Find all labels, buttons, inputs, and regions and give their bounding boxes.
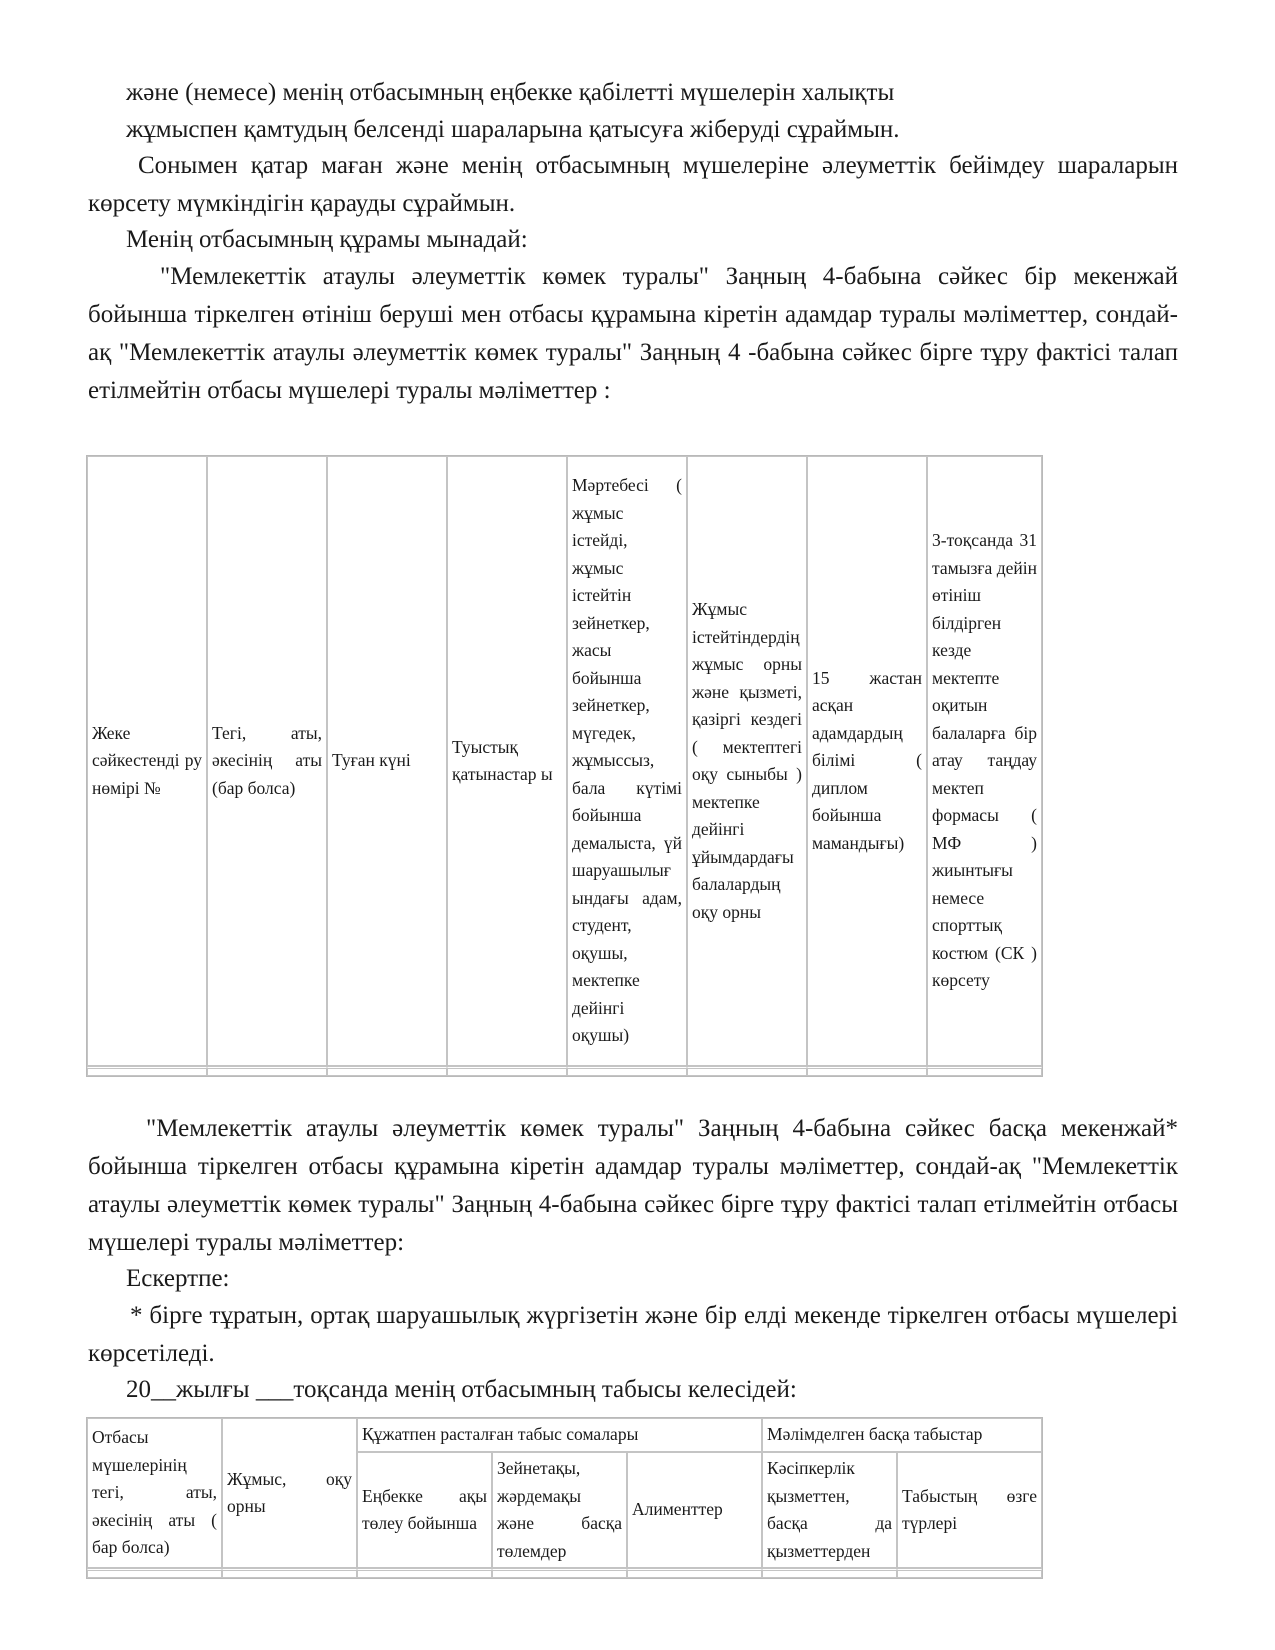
paragraph-family-composition: Менің отбасымның құрамы мынадай: [126,226,528,253]
income-table-empty-row [87,1568,1042,1578]
header-business-income: Кәсіпкерлік қызметтен, басқа да қызметтерден [762,1452,897,1568]
table-cell [357,1568,492,1578]
table-cell [327,1066,447,1076]
header-declared-income: Мәлімделген басқа табыстар [762,1418,1042,1452]
income-intro: 20__жылғы ___тоқсанда менің отбасымның табысы келесідей: [126,1376,797,1403]
header-iin: Жеке сәйкестенді ру нөмірі № [87,456,207,1066]
header-workplace: Жұмыс істейтіндердің жұмыс орны және қызметі, қазіргі кездегі ( мектептегі оқу сыныбы ) мектепке дейінгі ұйымдардағы балалардың оқу орны [687,456,807,1066]
table-cell [207,1066,327,1076]
table-cell [927,1066,1042,1076]
table-cell [492,1568,627,1578]
table-cell [87,1066,207,1076]
table-cell [447,1066,567,1076]
header-work-study-place: Жұмыс, оқу орны [222,1418,357,1568]
header-member-name: Отбасы мүшелерінің тегі, аты, әкесінің аты ( бар болса) [87,1418,222,1568]
header-wages: Еңбекке ақы төлеу бойынша [357,1452,492,1568]
table-cell [897,1568,1042,1578]
header-relationship: Туыстық қатынастар ы [447,456,567,1066]
header-other-income: Табыстың өзге түрлері [897,1452,1042,1568]
header-school-uniform: 3-тоқсанда 31 тамызға дейін өтініш білдірген кезде мектепте оқитын балаларға бір атау таңдау мектеп формасы ( МФ ) жиынтығы немесе спорттық костюм (СК ) көрсету [927,456,1042,1066]
table-cell [567,1066,687,1076]
header-birth-date: Туған күні [327,456,447,1066]
header-full-name: Тегі, аты, әкесінің аты (бар болса) [207,456,327,1066]
table-cell [762,1568,897,1578]
header-pensions: Зейнетақы, жәрдемақы және басқа төлемдер [492,1452,627,1568]
table-cell [222,1568,357,1578]
family-table-header-row [87,456,1042,1066]
header-status: Мәртебесі ( жұмыс істейді, жұмыс істейтін зейнеткер, жасы бойынша зейнеткер, мүгедек, жұмыссыз, бала күтімі бойынша демалыста, үй шаруашылығындағы адам, студент, оқушы, мектепке дейінгі оқушы) [567,456,687,1066]
income-table-group-row [87,1418,1042,1452]
note-label: Ескертпе: [126,1265,230,1292]
family-members-table [86,455,1043,1077]
table-cell [687,1066,807,1076]
family-table-empty-row [87,1066,1042,1076]
note-text: * бірге тұратын, ортақ шаруашылық жүргізетін және бір елді мекенде тіркелген отбасы мүшелері көрсетіледі. [88,1302,1178,1367]
income-table [86,1417,1043,1579]
paragraph-1-line-1: және (немесе) менің отбасымның еңбекке қабілетті мүшелерін халықты [126,79,895,106]
header-documented-income: Құжатпен расталған табыс сомалары [357,1418,762,1452]
table-cell [87,1568,222,1578]
paragraph-social-adaptation: Сонымен қатар маған және менің отбасымның мүшелеріне әлеуметтік бейімдеу шараларын көрсету мүмкіндігін қарауды сұраймын. [88,152,1178,217]
table-cell [807,1066,927,1076]
header-alimony: Алименттер [627,1452,762,1568]
paragraph-1-line-2: жұмыспен қамтудың белсенді шараларына қатысуға жіберуді сұраймын. [126,116,900,143]
paragraph-other-address-info: "Мемлекеттік атаулы әлеуметтік көмек туралы" Заңның 4-бабына сәйкес басқа мекенжай* бойынша тіркелген отбасы құрамына кіретін адамдар туралы мәліметтер, сондай-ақ "Мемлекеттік атаулы әлеуметтік көмек туралы" Заңның 4-бабына сәйкес бірге тұру фактісі талап етілмейтін отбасы мүшелері туралы мәліметтер: [88,1115,1178,1256]
paragraph-same-address-info: "Мемлекеттік атаулы әлеуметтік көмек туралы" Заңның 4-бабына сәйкес бір мекенжай бойынша тіркелген өтініш беруші мен отбасы құрамына кіретін адамдар туралы мәліметтер, сондай-ақ "Мемлекеттік атаулы әлеуметтік көмек туралы" Заңның 4 -бабына сәйкес бірге тұру фактісі талап етілмейтін отбасы мүшелері туралы мәліметтер : [88,263,1178,404]
header-education: 15 жастан асқан адамдардың білімі ( диплом бойынша мамандығы) [807,456,927,1066]
table-cell [627,1568,762,1578]
